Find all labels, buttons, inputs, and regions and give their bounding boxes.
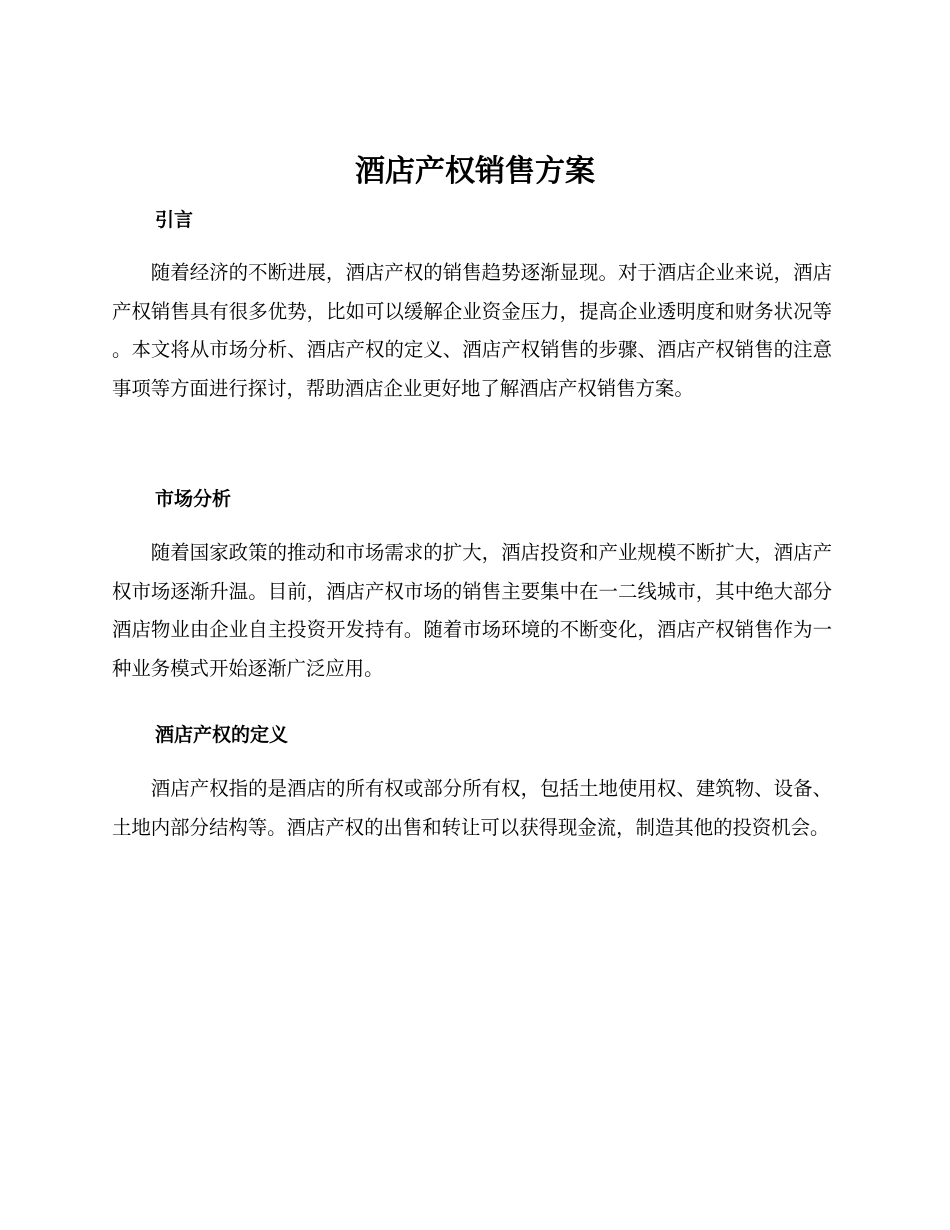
section-heading-introduction: 引言 <box>155 209 194 231</box>
section-paragraph-introduction: 随着经济的不断进展，酒店产权的销售趋势逐渐显现。对于酒店企业来说，酒店产权销售具有很多优势，比如可以缓解企业资金压力，提高企业透明度和财务状况等。本文将从市场分析、酒店产权的定义、酒店产权销售的步骤、酒店产权销售的注意事项等方面进行探讨，帮助酒店企业更好地了解酒店产权销售方案。 <box>112 261 832 400</box>
section-paragraph-market-analysis: 随着国家政策的推动和市场需求的扩大，酒店投资和产业规模不断扩大，酒店产权市场逐渐升温。目前，酒店产权市场的销售主要集中在一二线城市，其中绝大部分酒店物业由企业自主投资开发持有。随着市场环境的不断变化，酒店产权销售作为一种业务模式开始逐渐广泛应用。 <box>112 541 832 680</box>
section-heading-market-analysis: 市场分析 <box>155 488 232 510</box>
document-title: 酒店产权销售方案 <box>355 154 595 189</box>
section-heading-definition: 酒店产权的定义 <box>155 724 289 746</box>
section-paragraph-definition: 酒店产权指的是酒店的所有权或部分所有权，包括土地使用权、建筑物、设备、土地内部分结构等。酒店产权的出售和转让可以获得现金流，制造其他的投资机会。 <box>112 777 832 839</box>
